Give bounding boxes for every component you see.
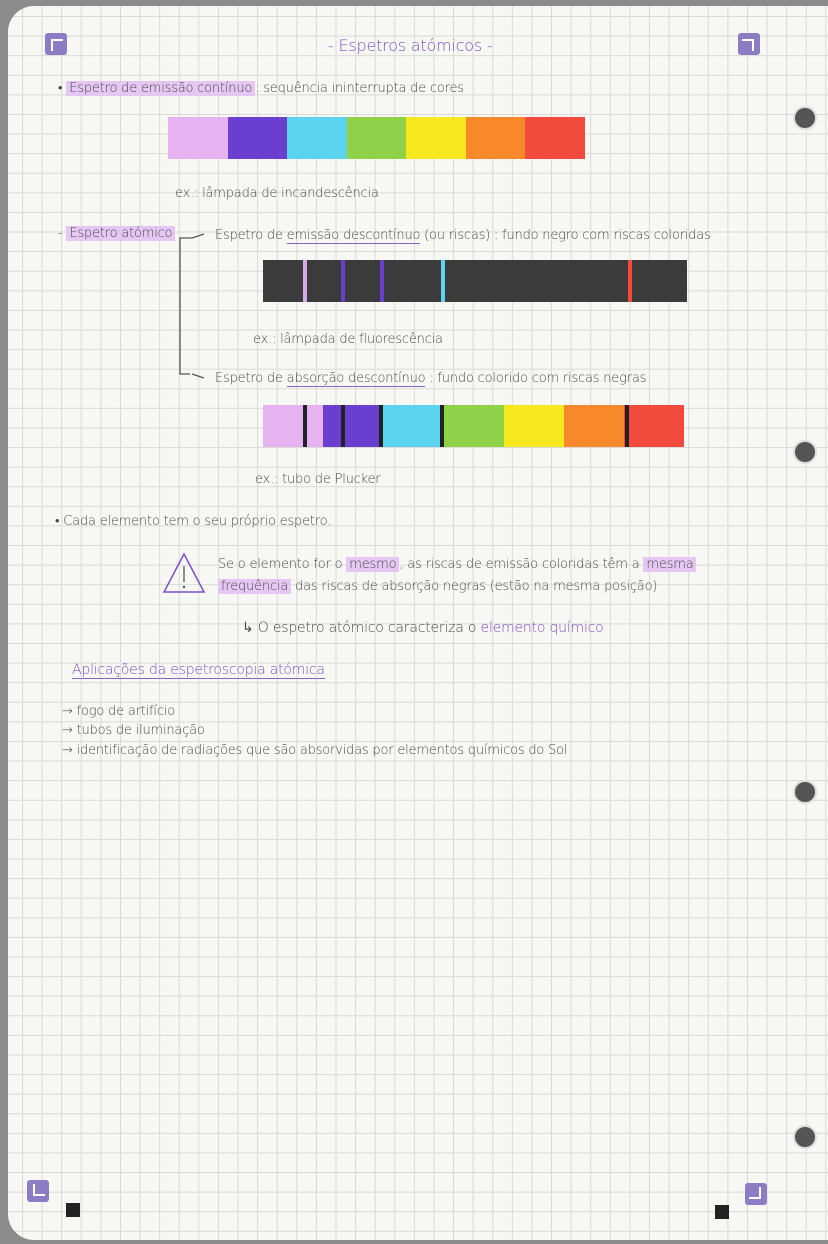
- corner-mark-icon: [745, 1183, 767, 1205]
- black-square-mark: [66, 1203, 80, 1217]
- corner-mark-icon: [738, 33, 760, 55]
- spectrum-band: [466, 117, 526, 159]
- ring-hole: [793, 780, 817, 804]
- absorption-spectrum: [263, 405, 684, 447]
- spectrum-band: [323, 405, 383, 447]
- term-continuous: Espetro de emissão contínuo: [66, 81, 255, 96]
- ring-hole: [793, 1125, 817, 1149]
- emission-line: [380, 260, 384, 302]
- spectrum-band: [287, 117, 347, 159]
- note: • Cada elemento tem o seu próprio espetro.: [55, 514, 332, 529]
- absorption-line: [440, 405, 444, 447]
- spectrum-band: [624, 405, 684, 447]
- emission-line: [628, 260, 632, 302]
- absorption-line: [303, 405, 307, 447]
- absorption-line: [379, 405, 383, 447]
- ring-hole: [793, 440, 817, 464]
- example-continuous: ex.: lâmpada de incandescência: [175, 186, 379, 201]
- section-atomic: - Espetro atómico: [58, 226, 175, 241]
- warning-line-2: frequência das riscas de absorção negras (estão na mesma posição): [218, 579, 657, 594]
- spectrum-band: [347, 117, 407, 159]
- spectrum-band: [263, 405, 323, 447]
- bracket-arrow-icon: [172, 226, 212, 386]
- application-item: → tubos de iluminação: [62, 723, 205, 738]
- emission-line: [441, 260, 445, 302]
- term-atomic: Espetro atómico: [66, 226, 175, 241]
- spectrum-band: [504, 405, 564, 447]
- emission-line: [341, 260, 345, 302]
- spectrum-band: [383, 405, 443, 447]
- absorption-title: Espetro de absorção descontínuo : fundo colorido com riscas negras: [215, 371, 647, 386]
- spectrum-band: [443, 405, 503, 447]
- emission-title: Espetro de emissão descontínuo (ou riscas) : fundo negro com riscas coloridas: [215, 228, 711, 243]
- corner-mark-icon: [45, 33, 67, 55]
- black-square-mark: [715, 1205, 729, 1219]
- corner-mark-icon: [27, 1180, 49, 1202]
- spectrum-band: [228, 117, 288, 159]
- example-absorption: ex.: tubo de Plucker: [255, 472, 381, 487]
- absorption-line: [625, 405, 629, 447]
- section-continuous: • Espetro de emissão contínuo : sequência ininterrupta de cores: [58, 81, 464, 96]
- emission-line: [303, 260, 307, 302]
- continuous-spectrum: [168, 117, 585, 159]
- application-item: → identificação de radiações que são absorvidas por elementos químicos do Sol: [62, 743, 568, 758]
- spectrum-band: [168, 117, 228, 159]
- spectrum-band: [406, 117, 466, 159]
- emission-spectrum: [263, 260, 687, 302]
- absorption-line: [341, 405, 345, 447]
- application-item: → fogo de artifício: [62, 704, 175, 719]
- page-title: - Espetros atómicos -: [328, 36, 493, 55]
- warning-line-1: Se o elemento for o mesmo , as riscas de emissão coloridas têm a mesma: [218, 557, 696, 572]
- desc: : sequência ininterrupta de cores: [255, 81, 464, 96]
- spectrum-band: [564, 405, 624, 447]
- warning-icon: [160, 550, 208, 596]
- ring-hole: [793, 106, 817, 130]
- conclusion: ↳ O espetro atómico caracteriza o elemento químico: [242, 620, 604, 636]
- applications-heading: Aplicações da espetroscopia atómica: [72, 662, 325, 678]
- example-emission: ex.: lâmpada de fluorescência: [253, 332, 443, 347]
- spectrum-band: [525, 117, 585, 159]
